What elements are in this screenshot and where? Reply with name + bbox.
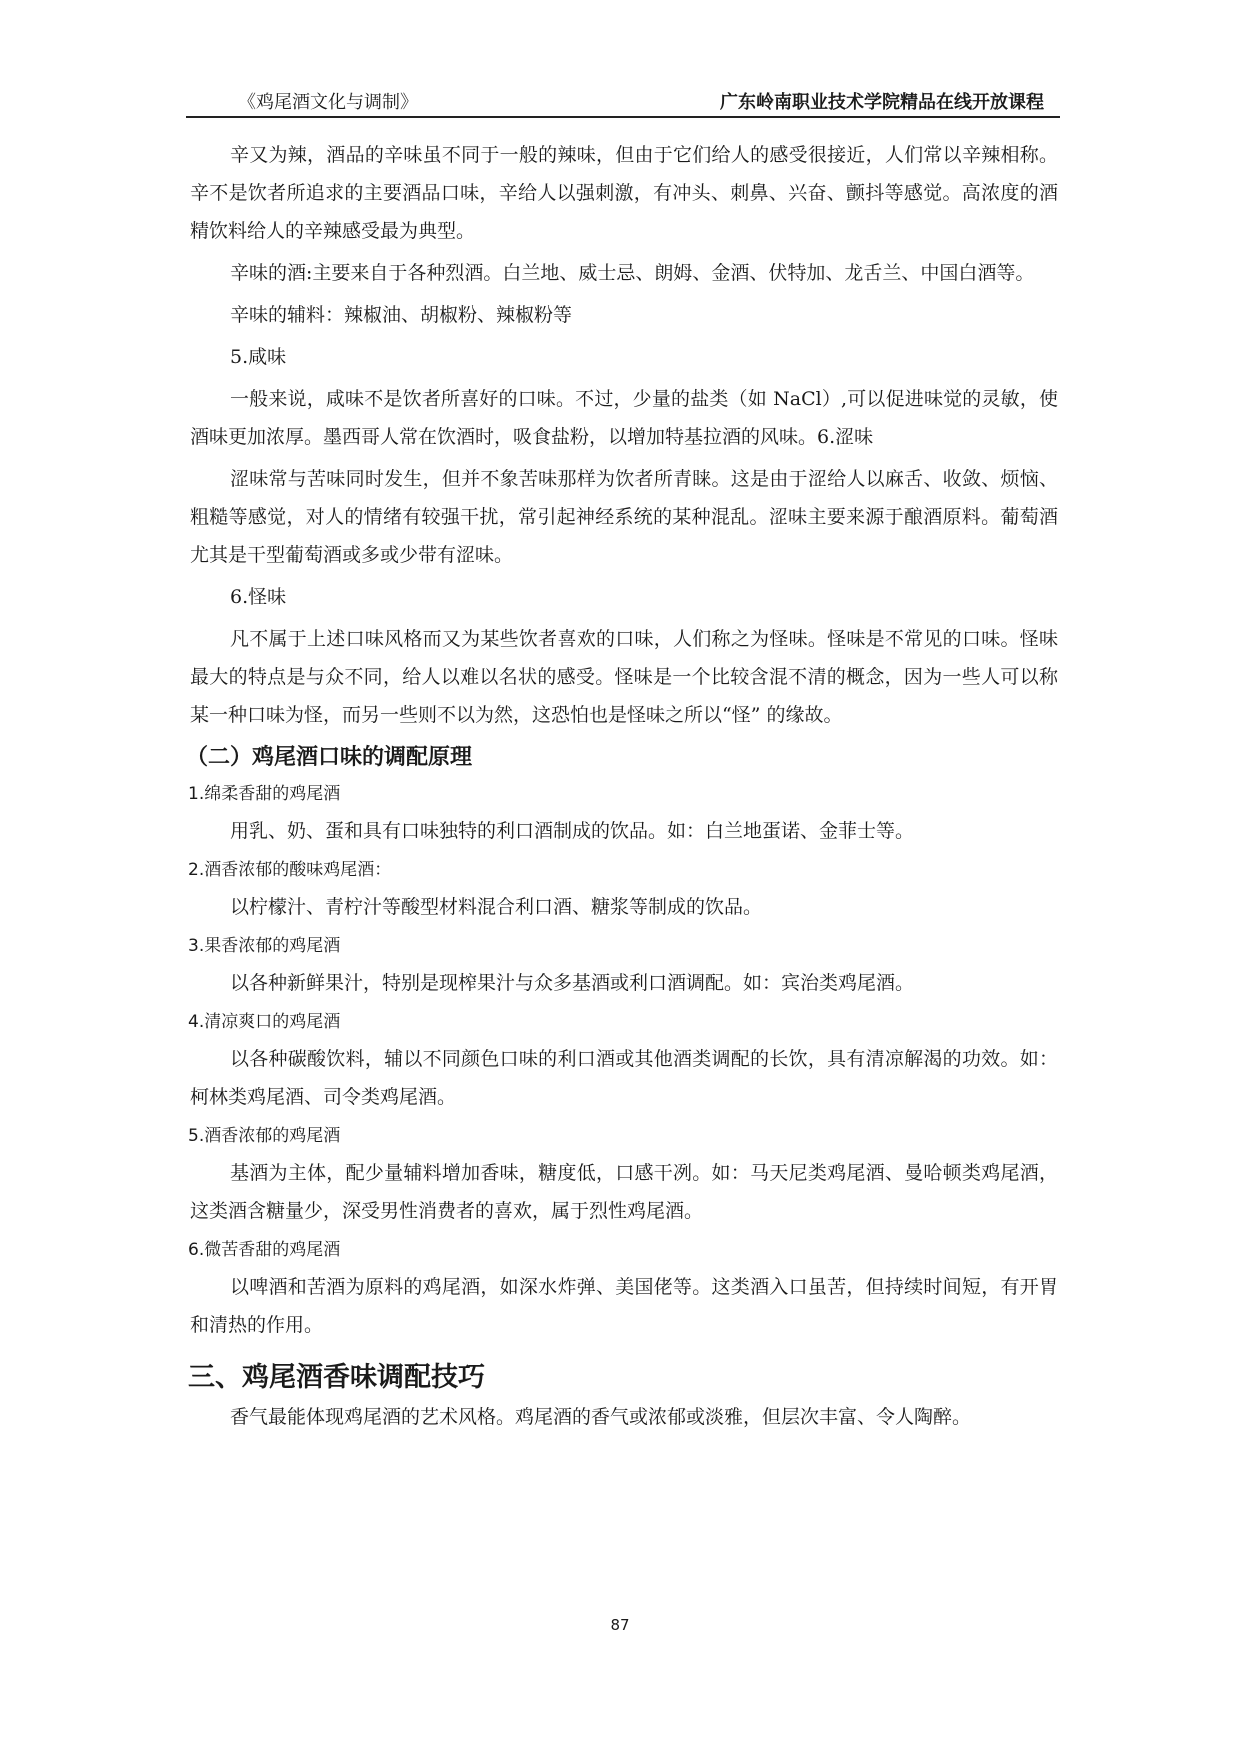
list-item: 6.微苦香甜的鸡尾酒 bbox=[188, 1240, 341, 1260]
page-body bbox=[186, 136, 1058, 1436]
section-heading: （二）鸡尾酒口味的调配原理 bbox=[186, 745, 473, 770]
paragraph: 涩味常与苦味同时发生，但并不象苦味那样为饮者所青睐。这是由于涩给人以麻舌、收敛、烦恼、粗糙等感觉，对人的情绪有较强干扰，常引起神经系统的某种混乱。涩味主要来源于酿酒原料。葡萄酒尤其是干型葡萄酒或多或少带有涩味。 bbox=[190, 468, 1058, 566]
page-header bbox=[186, 86, 1060, 118]
book-title: 《鸡尾酒文化与调制》 bbox=[238, 92, 418, 113]
course-title: 广东岭南职业技术学院精品在线开放课程 bbox=[720, 92, 1044, 113]
list-item: 4.清凉爽口的鸡尾酒 bbox=[188, 1012, 341, 1032]
subheading: 5.咸味 bbox=[230, 346, 287, 368]
paragraph: 以柠檬汁、青柠汁等酸型材料混合利口酒、糖浆等制成的饮品。 bbox=[230, 896, 763, 918]
paragraph: 一般来说，咸味不是饮者所喜好的口味。不过，少量的盐类（如 NaCl）,可以促进味觉的灵敏，使酒味更加浓厚。墨西哥人常在饮酒时，吸食盐粉，以增加特基拉酒的风味。6.涩味 bbox=[190, 388, 1058, 448]
page-number: 87 bbox=[610, 1616, 630, 1634]
chapter-heading: 三、鸡尾酒香味调配技巧 bbox=[188, 1362, 485, 1393]
list-item: 3.果香浓郁的鸡尾酒 bbox=[188, 936, 341, 956]
paragraph: 香气最能体现鸡尾酒的艺术风格。鸡尾酒的香气或浓郁或淡雅，但层次丰富、令人陶醉。 bbox=[230, 1406, 972, 1428]
list-item: 2.酒香浓郁的酸味鸡尾酒： bbox=[188, 860, 392, 880]
paragraph: 用乳、奶、蛋和具有口味独特的利口酒制成的饮品。如：白兰地蛋诺、金菲士等。 bbox=[230, 820, 915, 842]
paragraph: 以啤酒和苦酒为原料的鸡尾酒，如深水炸弹、美国佬等。这类酒入口虽苦，但持续时间短，有开胃和清热的作用。 bbox=[190, 1276, 1058, 1336]
paragraph: 辛又为辣，酒品的辛味虽不同于一般的辣味，但由于它们给人的感受很接近，人们常以辛辣相称。辛不是饮者所追求的主要酒品口味，辛给人以强刺激，有冲头、刺鼻、兴奋、颤抖等感觉。高浓度的酒精饮料给人的辛辣感受最为典型。 bbox=[190, 144, 1058, 242]
list-item: 5.酒香浓郁的鸡尾酒 bbox=[188, 1126, 341, 1146]
paragraph: 辛味的辅料：辣椒油、胡椒粉、辣椒粉等 bbox=[230, 304, 573, 326]
subheading: 6.怪味 bbox=[230, 586, 287, 608]
paragraph: 凡不属于上述口味风格而又为某些饮者喜欢的口味，人们称之为怪味。怪味是不常见的口味。怪味最大的特点是与众不同，给人以难以名状的感受。怪味是一个比较含混不清的概念，因为一些人可以称某一种口味为怪，而另一些则不以为然，这恐怕也是怪味之所以“怪” 的缘故。 bbox=[190, 628, 1058, 726]
paragraph: 以各种新鲜果汁，特别是现榨果汁与众多基酒或利口酒调配。如：宾治类鸡尾酒。 bbox=[230, 972, 915, 994]
list-item: 1.绵柔香甜的鸡尾酒 bbox=[188, 784, 341, 804]
paragraph: 基酒为主体，配少量辅料增加香味，糖度低，口感干冽。如：马天尼类鸡尾酒、曼哈顿类鸡尾酒，这类酒含糖量少，深受男性消费者的喜欢，属于烈性鸡尾酒。 bbox=[190, 1162, 1058, 1222]
paragraph: 辛味的酒:主要来自于各种烈酒。白兰地、威士忌、朗姆、金酒、伏特加、龙舌兰、中国白酒等。 bbox=[230, 262, 1035, 284]
paragraph: 以各种碳酸饮料，辅以不同颜色口味的利口酒或其他酒类调配的长饮，具有清凉解渴的功效。如：柯林类鸡尾酒、司令类鸡尾酒。 bbox=[190, 1048, 1058, 1108]
